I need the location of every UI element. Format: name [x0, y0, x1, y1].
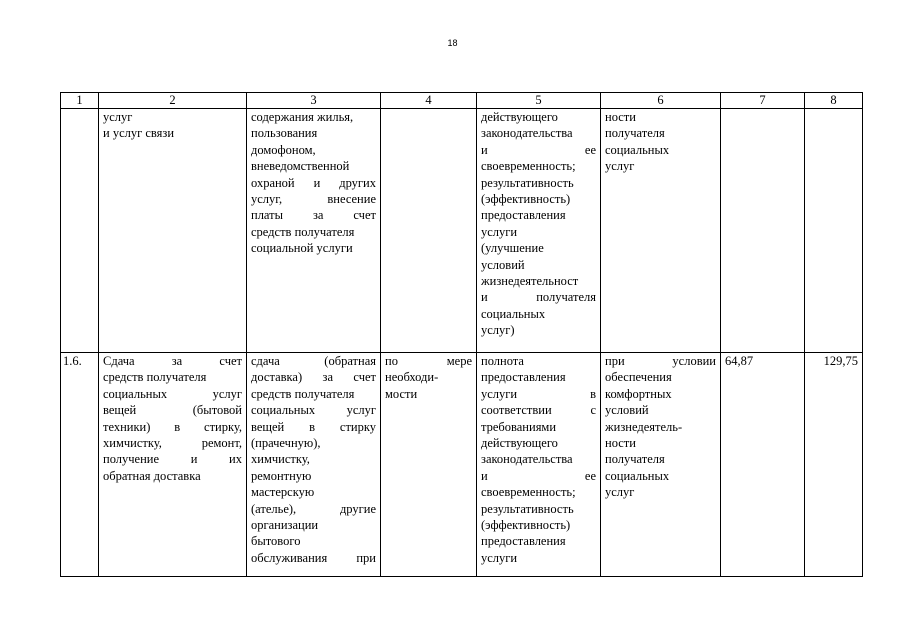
table-row-continued [61, 109, 863, 353]
header-cell: 5 [477, 93, 601, 109]
text-line: услуг [605, 159, 635, 174]
header-cell: 7 [721, 93, 805, 109]
text-line: содержания жилья, [251, 110, 354, 124]
cell-quality-indicators [477, 109, 601, 353]
text-line: обслуживания при [251, 550, 376, 565]
text-line: социальных услуг [103, 386, 242, 401]
text-line: организации [251, 518, 319, 533]
text-line: социальной услуги [251, 241, 353, 256]
cell-number: 1.6. [61, 353, 99, 577]
header-cell: 2 [99, 93, 247, 109]
text-line: (ателье), другие [251, 501, 376, 516]
text-line: комфортных [605, 386, 672, 401]
text-line: ности [605, 110, 636, 124]
text-line: сдача (обратная [251, 354, 376, 368]
cell-schedule [381, 353, 477, 577]
text-line: при условии [605, 354, 716, 368]
cell-schedule [381, 109, 477, 353]
text-line: химчистку, [251, 452, 310, 467]
page-number: 18 [447, 38, 458, 48]
text-line: средств получателя [103, 370, 207, 385]
text-line: действующего [481, 110, 558, 124]
header-cell: 6 [601, 93, 721, 109]
cell-conditions [601, 109, 721, 353]
cell-price-2 [805, 109, 863, 353]
cell-service-name [99, 353, 247, 577]
text-line: бытового [251, 534, 301, 549]
text-line: услуги [481, 550, 518, 565]
text-line: жизнедеятельност [481, 274, 579, 289]
text-line: социальных услуг [251, 403, 376, 418]
text-line: жизнедеятель- [605, 419, 683, 434]
text-line: социальных [481, 306, 546, 321]
cell-quality-indicators [477, 353, 601, 577]
text-line: и ее [481, 468, 596, 483]
text-line: требованиями [481, 419, 557, 434]
text-line: условий [481, 257, 525, 272]
table-row-1-6 [61, 353, 863, 577]
cell-conditions [601, 353, 721, 577]
text-line: условий [605, 403, 649, 418]
text-line: получение и их [103, 452, 242, 467]
header-cell: 3 [247, 93, 381, 109]
text-line: социальных [605, 142, 670, 157]
text-line: предоставления [481, 370, 566, 385]
text-line: и услуг связи [103, 126, 175, 141]
text-line: и ее [481, 142, 596, 157]
text-line: законодательства [481, 126, 573, 141]
text-line: услуги [481, 224, 518, 239]
text-line: домофоном, [251, 142, 316, 157]
text-line: ремонтную [251, 468, 312, 483]
text-line: обеспечения [605, 370, 672, 385]
text-line: вещей (бытовой [103, 403, 242, 418]
text-line: предоставления [481, 208, 566, 223]
text-line: (прачечную), [251, 436, 321, 451]
services-table [60, 92, 863, 577]
text-line: своевременность; [481, 485, 576, 500]
text-line: техники) в стирку, [103, 419, 242, 434]
text-line: Сдача за счет [103, 354, 242, 368]
text-line: мости [385, 386, 418, 401]
header-cell: 8 [805, 93, 863, 109]
text-line: услуг [103, 110, 133, 124]
text-line: результативность [481, 175, 574, 190]
text-line: необходи- [385, 370, 439, 385]
text-line: мастерскую [251, 485, 315, 500]
header-cell: 4 [381, 93, 477, 109]
text-line: результативность [481, 501, 574, 516]
text-line: средств получателя [251, 386, 355, 401]
cell-price-2: 129,75 [805, 353, 863, 577]
text-line: охраной и других [251, 175, 376, 190]
text-line: вневедомственной [251, 159, 350, 174]
text-line: получателя [605, 452, 665, 467]
text-line: соответствии с [481, 403, 596, 418]
header-cell: 1 [61, 93, 99, 109]
cell-number [61, 109, 99, 353]
cell-price-1 [721, 109, 805, 353]
text-line: доставка) за счет [251, 370, 376, 385]
cell-service-name [99, 109, 247, 353]
text-line: услуг [605, 485, 635, 500]
text-line: (эффективность) [481, 518, 571, 533]
text-line: услуг, внесение [251, 192, 376, 207]
text-line: ности [605, 436, 636, 451]
text-line: обратная доставка [103, 468, 201, 483]
text-line: пользования [251, 126, 318, 141]
text-line: услуг) [481, 323, 515, 338]
cell-service-description [247, 353, 381, 577]
cell-service-description [247, 109, 381, 353]
text-line: своевременность; [481, 159, 576, 174]
text-line: полнота [481, 354, 524, 368]
header-row [61, 93, 863, 109]
text-line: (улучшение [481, 241, 544, 256]
text-line: платы за счет [251, 208, 376, 223]
text-line: предоставления [481, 534, 566, 549]
text-line: действующего [481, 436, 558, 451]
text-line: законодательства [481, 452, 573, 467]
text-line: получателя [605, 126, 665, 141]
text-line: социальных [605, 468, 670, 483]
text-line: услуги в [481, 386, 596, 401]
text-line: вещей в стирку [251, 419, 376, 434]
text-line: (эффективность) [481, 192, 571, 207]
text-line: и получателя [481, 290, 596, 305]
text-line: химчистку, ремонт, [103, 436, 242, 451]
text-line: по мере [385, 354, 472, 368]
cell-price-1: 64,87 [721, 353, 805, 577]
text-line: средств получателя [251, 224, 355, 239]
